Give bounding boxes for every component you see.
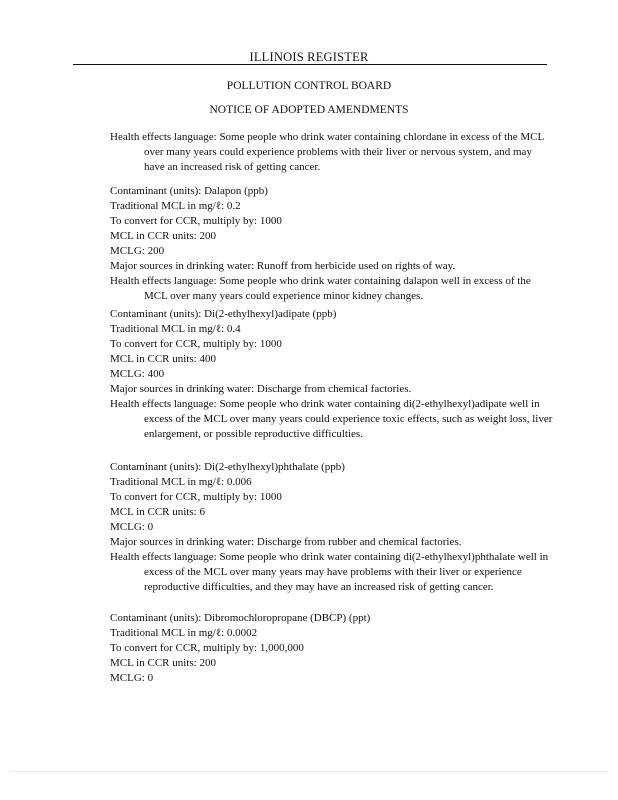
- contaminant-units: Contaminant (units): Di(2-ethylhexyl)adipate (ppb): [110, 308, 337, 320]
- contaminant-dalapon: [110, 184, 555, 304]
- mclg: MCLG: 200: [110, 245, 165, 257]
- mcl-ccr-units: MCL in CCR units: 200: [110, 657, 216, 669]
- health-effects: Health effects language: Some people who drink water containing di(2-ethylhexyl)adipate well in excess of the MCL over many years could experience toxic effects, such as weight loss, liver enlargement, or possible reproductive difficulties.: [110, 398, 553, 440]
- mcl-ccr-units: MCL in CCR units: 6: [110, 506, 205, 518]
- ccr-conversion: To convert for CCR, multiply by: 1000: [110, 491, 282, 503]
- mcl-ccr-units: MCL in CCR units: 200: [110, 230, 216, 242]
- notice-title: NOTICE OF ADOPTED AMENDMENTS: [209, 104, 409, 116]
- mcl-ccr-units: MCL in CCR units: 400: [110, 353, 216, 365]
- traditional-mcl: Traditional MCL in mg/ℓ: 0.2: [110, 200, 241, 212]
- scan-edge-line: [10, 771, 608, 772]
- chlordane-health-effects: Health effects language: Some people who drink water containing chlordane in excess of the MCL over many years could experience problems with their liver or nervous system, and may have an increased risk of getting cancer.: [110, 131, 544, 173]
- contaminant-units: Contaminant (units): Dibromochloropropane (DBCP) (ppt): [110, 612, 371, 624]
- health-effects: Health effects language: Some people who drink water containing di(2-ethylhexyl)phthalate well in excess of the MCL over many years may have problems with their liver or experience reproductive difficulties, and they may have an increased risk of getting cancer.: [110, 551, 549, 593]
- traditional-mcl: Traditional MCL in mg/ℓ: 0.0002: [110, 627, 258, 639]
- board-title: POLLUTION CONTROL BOARD: [226, 80, 392, 92]
- contaminant-phthalate: [110, 460, 555, 595]
- contaminant-units: Contaminant (units): Di(2-ethylhexyl)phthalate (ppb): [110, 461, 345, 473]
- contaminant-adipate: [110, 307, 555, 442]
- chlordane-block: [110, 130, 555, 175]
- mclg: MCLG: 400: [110, 368, 165, 380]
- major-sources: Major sources in drinking water: Discharge from chemical factories.: [110, 383, 412, 395]
- ccr-conversion: To convert for CCR, multiply by: 1000: [110, 215, 282, 227]
- header-rule: [73, 64, 547, 65]
- major-sources: Major sources in drinking water: Runoff from herbicide used on rights of way.: [110, 260, 456, 272]
- ccr-conversion: To convert for CCR, multiply by: 1000: [110, 338, 282, 350]
- mclg: MCLG: 0: [110, 521, 154, 533]
- register-title: ILLINOIS REGISTER: [249, 50, 369, 64]
- mclg: MCLG: 0: [110, 672, 154, 684]
- contaminant-units: Contaminant (units): Dalapon (ppb): [110, 185, 268, 197]
- health-effects: Health effects language: Some people who drink water containing dalapon well in excess of the MCL over many years could experience minor kidney changes.: [110, 275, 531, 302]
- traditional-mcl: Traditional MCL in mg/ℓ: 0.006: [110, 476, 252, 488]
- ccr-conversion: To convert for CCR, multiply by: 1,000,000: [110, 642, 304, 654]
- contaminant-dbcp: [110, 611, 555, 686]
- traditional-mcl: Traditional MCL in mg/ℓ: 0.4: [110, 323, 241, 335]
- major-sources: Major sources in drinking water: Discharge from rubber and chemical factories.: [110, 536, 462, 548]
